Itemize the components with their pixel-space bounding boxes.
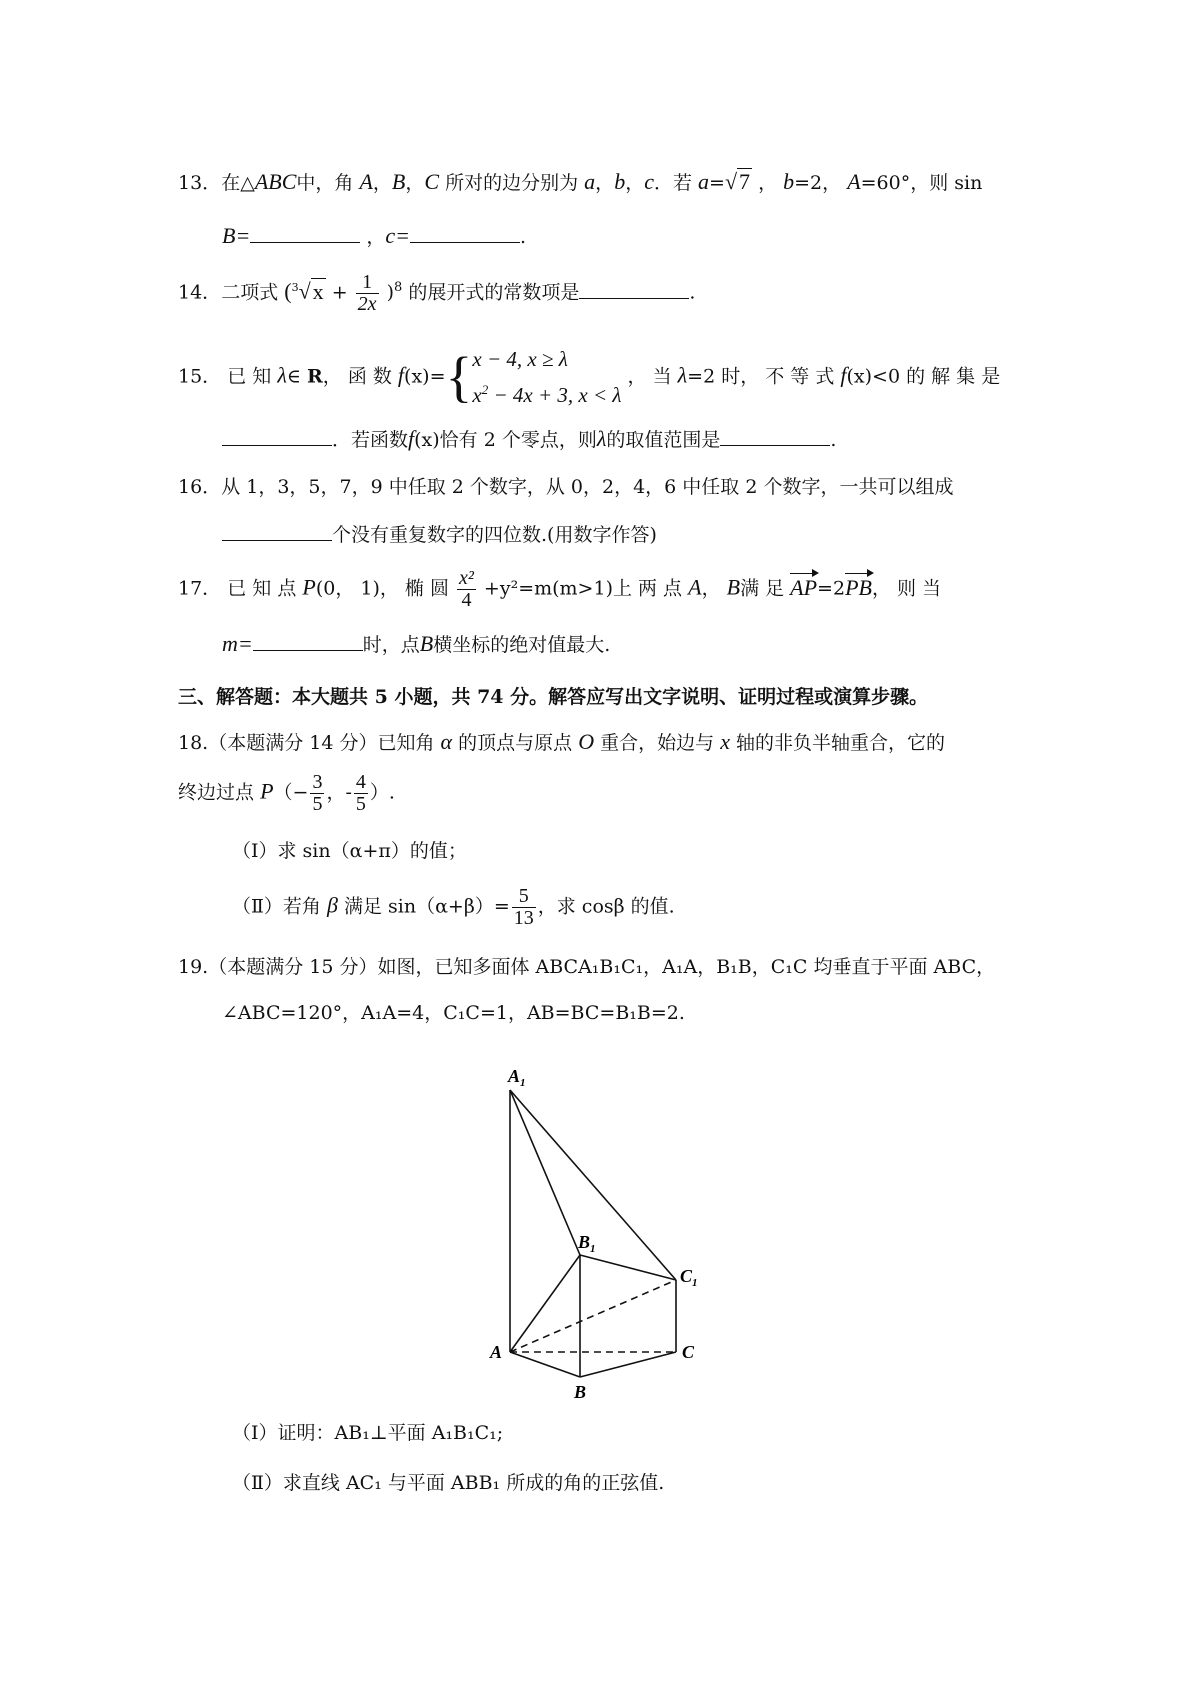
q19-line2: ∠ABC=120°，A₁A=4，C₁C=1，AB=BC=B₁B=2. [222, 1002, 685, 1024]
edge-a-c1-dashed [510, 1280, 676, 1352]
answer-blank[interactable] [720, 444, 830, 446]
label-b: B [574, 1382, 587, 1400]
piecewise-cases: x − 4, x ≥ λ $x^2 - 4x + 3$, x < λ [472, 347, 622, 407]
q19-part2: （Ⅱ）求直线 AC₁ 与平面 ABB₁ 所成的角的正弦值. [232, 1472, 665, 1494]
answer-blank[interactable] [253, 649, 363, 651]
q18-part1: （Ⅰ）求 sin（α+π）的值； [232, 840, 467, 862]
q19-part1: （Ⅰ）证明：AB₁⊥平面 A₁B₁C₁; [232, 1422, 504, 1444]
q14-line: 14．二项式 ($^3$√x + $\frac{1}{2x}$ )$^8$ 的展开式的常数项是 . [178, 271, 696, 315]
q13-line2: B= ，c= . [222, 223, 527, 248]
answer-blank[interactable] [579, 297, 689, 299]
q18-line1: 18.（本题满分 14 分）已知角 α 的顶点与原点 O 重合，始边与 x 轴的非负半轴重合，它的 [178, 729, 946, 754]
q18-line2: 终边过点 P（− $\frac{3}{5}$ ，- $\frac{4}{5}$ ）. [178, 771, 395, 815]
q15-line2: ．若函数f(x)恰有 2 个零点，则λ的取值范围是 . [222, 425, 836, 452]
answer-blank[interactable] [222, 444, 332, 446]
fraction: $\frac{\text{x²}}{4}$ [459, 567, 474, 611]
q18-part2: （Ⅱ）若角 β 满足 sin（α+β）= $\frac{5}{13}$ ，求 cosβ 的值. [232, 885, 675, 929]
q17-line1: 17． 已 知 点 P(0， 1)， 椭 圆 $\frac{\text{x²}}{4}$ +y²=m(m>1)上 两 点 A， B满 足 AP=2PB， 则 当 [178, 567, 942, 611]
label-a1: $A_1$ [508, 1066, 526, 1089]
label-c1: $C_1$ [680, 1266, 698, 1289]
q16-line2: 个没有重复数字的四位数.(用数字作答) [222, 520, 657, 547]
label-b1: $B_1$ [578, 1232, 596, 1255]
sqrt-seven: √7 [724, 169, 751, 194]
polyhedron-figure [470, 1060, 730, 1400]
left-brace: { [445, 346, 473, 409]
label-a: A [490, 1342, 503, 1362]
answer-blank[interactable] [410, 241, 520, 243]
fraction: $\frac{1}{2x}$ [357, 271, 377, 315]
edge-a1-b1 [510, 1090, 580, 1255]
label-c: C [682, 1342, 695, 1362]
q16-line1: 16．从 1，3，5，7，9 中任取 2 个数字，从 0，2，4，6 中任取 2 个数字，一共可以组成 [178, 476, 954, 498]
q13-line1: 13．在△ABC中，角 A，B，C 所对的边分别为 a，b，c．若 a=√7 ， b=2， A=60°，则 sin [178, 169, 983, 194]
answer-blank[interactable] [222, 539, 332, 541]
edge-b-c [580, 1352, 676, 1377]
vector-ap: AP [790, 571, 817, 601]
edge-a-b [510, 1352, 580, 1377]
edge-b1-c1 [580, 1255, 676, 1280]
q15-line1: 15． 已 知 λ∈ R， 函 数 f(x)={ x − 4, x ≥ λ $x^2 - 4x + 3$, x < λ ， 当 λ=2 时， 不 等 式 f(x)<0 的 解 集 是 [178, 342, 1000, 413]
q17-line2: m= 时，点B横坐标的绝对值最大. [222, 631, 611, 656]
answer-blank[interactable] [250, 241, 360, 243]
q19-line1: 19.（本题满分 15 分）如图，已知多面体 ABCA₁B₁C₁，A₁A，B₁B，C₁C 均垂直于平面 ABC， [178, 956, 996, 978]
vector-pb: PB [845, 571, 872, 601]
section-title: 三、解答题：本大题共 5 小题，共 74 分。解答应写出文字说明、证明过程或演算步骤。 [178, 686, 929, 708]
